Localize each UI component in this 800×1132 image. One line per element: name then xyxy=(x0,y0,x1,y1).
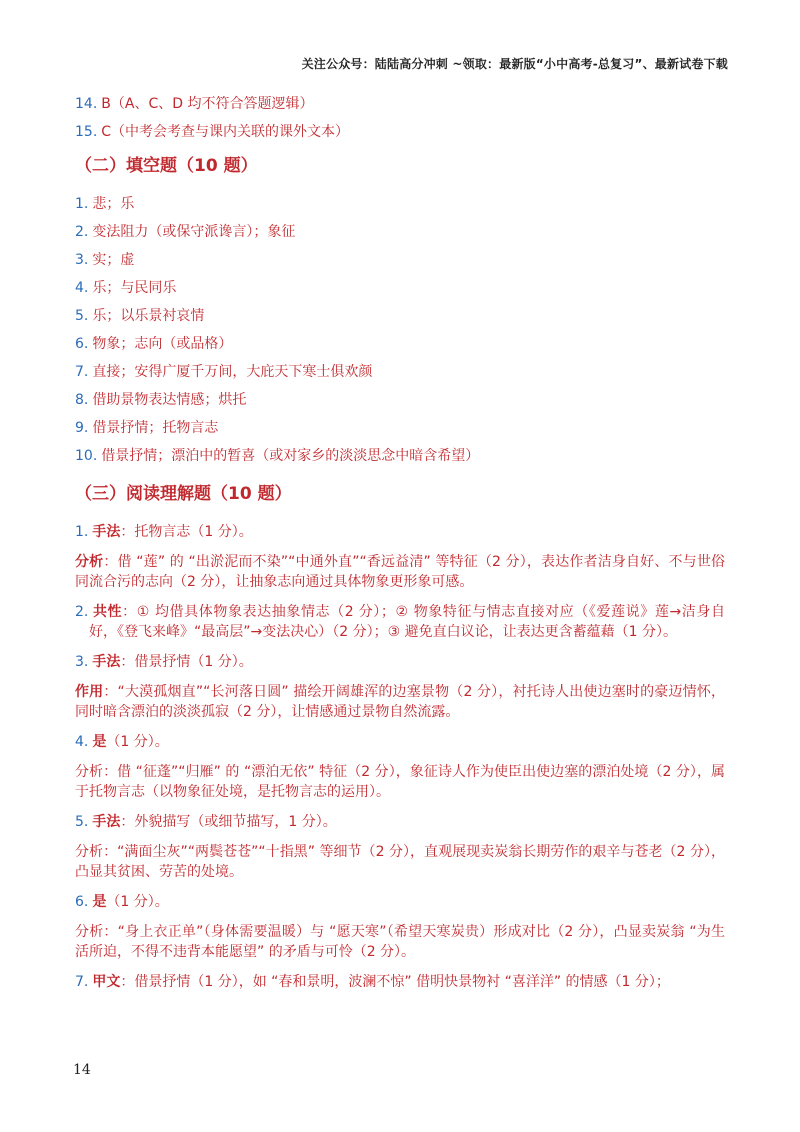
answer-text: （1 分）。 xyxy=(106,734,169,750)
item-number: 5. xyxy=(75,308,89,324)
list-item xyxy=(75,194,725,214)
answer-text: ：借 “征蓬”“归雁” 的 “漂泊无依” 特征（2 分），象征诗人作为使臣出使边塞的漂泊处境（2 分），属于托物言志（以物象征处境，是托物言志的运用）。 xyxy=(75,764,726,800)
list-item xyxy=(75,362,725,382)
list-item xyxy=(75,94,725,114)
item-text: 借助景物表达情感；烘托 xyxy=(92,392,247,408)
item-number: 7. xyxy=(75,974,89,990)
item-text: 悲；乐 xyxy=(92,196,135,212)
reading-answer xyxy=(75,812,725,832)
page-header: 关注公众号：陆陆高分冲刺 ~领取：最新版“小中高考-总复习”、最新试卷下载 xyxy=(301,57,728,71)
reading-analysis xyxy=(75,842,725,882)
item-number: 2. xyxy=(75,604,89,620)
answer-label: 甲文 xyxy=(92,974,121,990)
answer-label: 手法 xyxy=(92,654,121,670)
item-text: 实；虚 xyxy=(92,252,135,268)
item-text: 借景抒情；漂泊中的暂喜（或对家乡的淡淡思念中暗含希望） xyxy=(101,448,480,464)
answer-text: （1 分）。 xyxy=(106,894,169,910)
answer-text: ：外貌描写（或细节描写，1 分）。 xyxy=(120,814,337,830)
reading-analysis xyxy=(75,552,725,592)
item-number: 7. xyxy=(75,364,89,380)
page-number: 14 xyxy=(73,1062,91,1078)
answer-text: ：“大漠孤烟直”“长河落日圆” 描绘开阔雄浑的边塞景物（2 分），衬托诗人出使边塞时的豪迈情怀，同时暗含漂泊的淡淡孤寂（2 分），让情感通过景物自然流露。 xyxy=(75,684,725,720)
answer-label: 分析 xyxy=(75,764,104,780)
item-number: 1. xyxy=(75,524,89,540)
item-number: 6. xyxy=(75,894,89,910)
item-number: 1. xyxy=(75,196,89,212)
reading-answer xyxy=(75,892,725,912)
item-number: 9. xyxy=(75,420,89,436)
item-number: 4. xyxy=(75,280,89,296)
answer-label: 分析 xyxy=(75,554,104,570)
reading-analysis xyxy=(75,762,725,802)
item-text: B（A、C、D 均不符合答题逻辑） xyxy=(101,96,314,112)
item-number: 5. xyxy=(75,814,89,830)
reading-answer xyxy=(75,602,725,642)
list-item xyxy=(75,278,725,298)
item-number: 3. xyxy=(75,252,89,268)
item-text: C（中考会考查与课内关联的课外文本） xyxy=(101,124,350,140)
item-number: 4. xyxy=(75,734,89,750)
answer-text: ：“身上衣正单”（身体需要温暖）与 “愿天寒”（希望天寒炭贵）形成对比（2 分），凸显卖炭翁 “为生活所迫，不得不违背本能愿望” 的矛盾与可怜（2 分）。 xyxy=(75,924,725,960)
answer-text: ：① 均借具体物象表达抽象情志（2 分）；② 物象特征与情志直接对应（《爱莲说》莲→洁身自好，《登飞来峰》“最高层”→变法决心）（2 分）；③ 避免直白议论，让表达更含蓄蕴藉（1 分）。 xyxy=(89,604,725,640)
item-number: 10. xyxy=(75,448,98,464)
item-text: 乐；以乐景衬哀情 xyxy=(92,308,205,324)
reading-answer xyxy=(75,732,725,752)
answer-text: ：借 “莲” 的 “出淤泥而不染”“中通外直”“香远益清” 等特征（2 分），表达作者洁身自好、不与世俗同流合污的志向（2 分），让抽象志向通过具体物象更形象可感。 xyxy=(75,554,725,590)
answer-label: 分析 xyxy=(75,924,104,940)
reading-answer xyxy=(75,652,725,672)
answer-label: 作用 xyxy=(75,684,104,700)
section-title-fill: （二）填空题（10 题） xyxy=(75,156,258,176)
reading-answer xyxy=(75,522,725,542)
item-number: 3. xyxy=(75,654,89,670)
answer-label: 是 xyxy=(92,734,107,750)
answer-label: 手法 xyxy=(92,814,121,830)
item-text: 物象；志向（或品格） xyxy=(92,336,233,352)
item-text: 借景抒情；托物言志 xyxy=(92,420,219,436)
answer-text: ：借景抒情（1 分），如 “春和景明，波澜不惊” 借明快景物衬 “喜洋洋” 的情感（1 分）； xyxy=(120,974,670,990)
reading-answer xyxy=(75,972,725,992)
item-text: 变法阻力（或保守派谗言）；象征 xyxy=(92,224,296,240)
section-title-reading: （三）阅读理解题（10 题） xyxy=(75,484,292,504)
answer-label: 分析 xyxy=(75,844,104,860)
reading-analysis xyxy=(75,682,725,722)
item-number: 2. xyxy=(75,224,89,240)
list-item xyxy=(75,306,725,326)
answer-label: 共性 xyxy=(92,604,123,620)
answer-label: 是 xyxy=(92,894,107,910)
list-item xyxy=(75,418,725,438)
answer-label: 手法 xyxy=(92,524,121,540)
list-item xyxy=(75,446,725,466)
answer-text: ：托物言志（1 分）。 xyxy=(120,524,253,540)
item-text: 直接；安得广厦千万间，大庇天下寒士俱欢颜 xyxy=(92,364,373,380)
item-text: 乐；与民同乐 xyxy=(92,280,177,296)
list-item xyxy=(75,222,725,242)
item-number: 6. xyxy=(75,336,89,352)
item-number: 15. xyxy=(75,124,98,140)
answer-text: ：“满面尘灰”“两鬓苍苍”“十指黑” 等细节（2 分），直观展现卖炭翁长期劳作的艰辛与苍老（2 分），凸显其贫困、劳苦的处境。 xyxy=(75,844,725,880)
item-number: 8. xyxy=(75,392,89,408)
reading-analysis xyxy=(75,922,725,962)
item-number: 14. xyxy=(75,96,98,112)
answer-content xyxy=(75,94,725,1002)
list-item xyxy=(75,250,725,270)
list-item xyxy=(75,334,725,354)
list-item xyxy=(75,390,725,410)
list-item xyxy=(75,122,725,142)
answer-text: ：借景抒情（1 分）。 xyxy=(120,654,253,670)
